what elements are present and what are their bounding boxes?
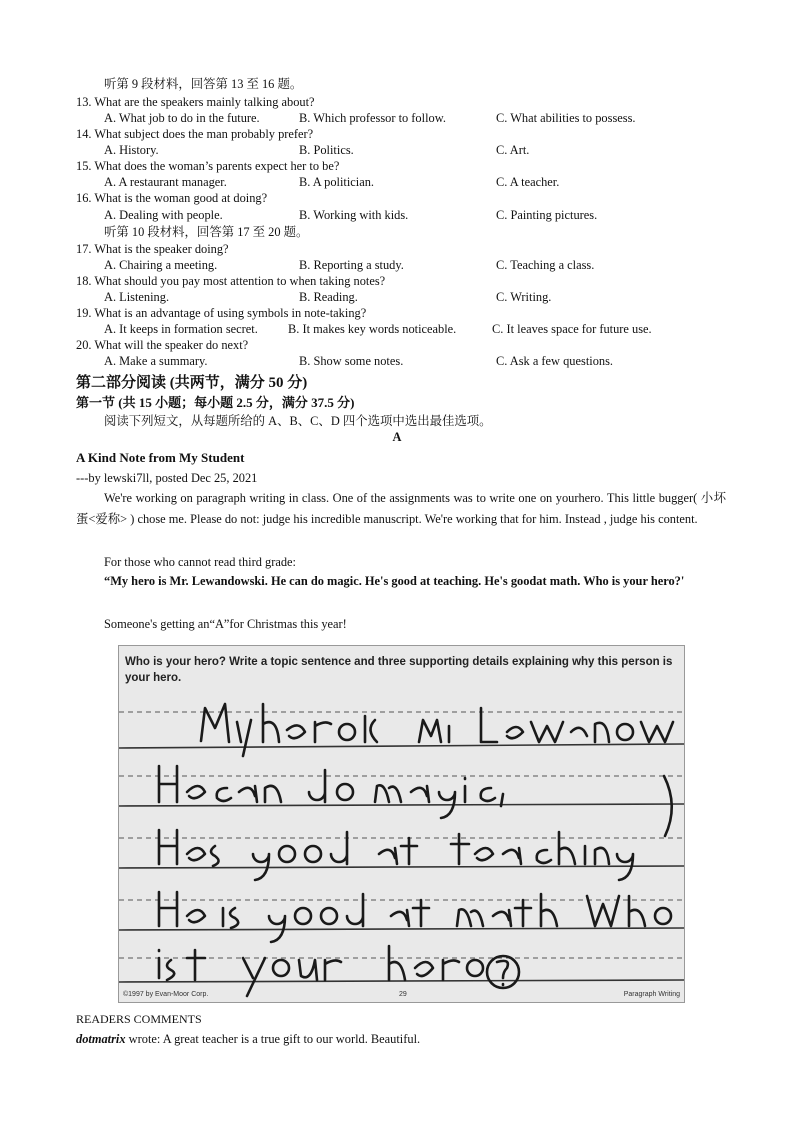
- question-14: 14. What subject does the man probably prefer?: [76, 127, 314, 141]
- option-17b: B. Reporting a study.: [299, 258, 404, 272]
- paragraph-2: For those who cannot read third grade:: [104, 555, 297, 569]
- paragraph-3: Someone's getting an“A”for Christmas this year!: [104, 617, 347, 631]
- option-19a: A. It keeps in formation secret.: [104, 322, 258, 336]
- option-16a: A. Dealing with people.: [104, 208, 223, 222]
- handwriting-lines: [119, 646, 684, 1002]
- worksheet-page-number: 29: [399, 991, 407, 998]
- instruction-sec9: 听第 9 段材料，回答第 13 至 16 题。: [104, 77, 303, 91]
- option-18a: A. Listening.: [104, 290, 170, 304]
- option-14b: B. Politics.: [299, 143, 354, 157]
- option-16b: B. Working with kids.: [299, 208, 409, 222]
- worksheet-prompt: Who is your hero? Write a topic sentence and three supporting details explaining why this person is your hero.: [125, 656, 673, 684]
- byline: ---by lewski7ll, posted Dec 25, 2021: [76, 471, 258, 485]
- option-18b: B. Reading.: [299, 290, 358, 304]
- comments-label: READERS COMMENTS: [76, 1012, 202, 1026]
- option-20b: B. Show some notes.: [299, 354, 404, 368]
- question-18: 18. What should you pay most attention to when taking notes?: [76, 274, 386, 288]
- question-16: 16. What is the woman good at doing?: [76, 191, 268, 205]
- paragraph-1: We're working on paragraph writing in class. One of the assignments was to write one on yourhero. This little bugger( 小坏蛋<爱称> ) chose me. Please do not: judge his incredible manuscript. We're working that for him. Instead , judge his content.: [76, 491, 726, 526]
- commenter-name: dotmatrix: [76, 1032, 126, 1046]
- option-14a: A. History.: [104, 143, 159, 157]
- worksheet-image: [118, 645, 685, 1003]
- question-13: 13. What are the speakers mainly talking about?: [76, 95, 315, 109]
- instruction-sec10: 听第 10 段材料，回答第 17 至 20 题。: [104, 225, 309, 239]
- option-19b: B. It makes key words noticeable.: [288, 322, 457, 336]
- part-title: 第二部分阅读 (共两节，满分 50 分): [76, 375, 308, 391]
- passage-label: A: [392, 430, 402, 444]
- option-20a: A. Make a summary.: [104, 354, 208, 368]
- option-17c: C. Teaching a class.: [496, 258, 595, 272]
- article-title: A Kind Note from My Student: [76, 450, 245, 465]
- option-15b: B. A politician.: [299, 175, 375, 189]
- question-20: 20. What will the speaker do next?: [76, 338, 249, 352]
- option-13c: C. What abilities to possess.: [496, 111, 636, 125]
- option-13b: B. Which professor to follow.: [299, 111, 446, 125]
- question-19: 19. What is an advantage of using symbols in note-taking?: [76, 306, 367, 320]
- option-17a: A. Chairing a meeting.: [104, 258, 218, 272]
- question-17: 17. What is the speaker doing?: [76, 242, 229, 256]
- option-19c: C. It leaves space for future use.: [492, 322, 652, 336]
- worksheet-copyright: ©1997 by Evan-Moor Corp.: [123, 991, 209, 998]
- option-18c: C. Writing.: [496, 290, 552, 304]
- section-title: 第一节 (共 15 小题；每小题 2.5 分，满分 37.5 分): [76, 395, 355, 410]
- option-20c: C. Ask a few questions.: [496, 354, 614, 368]
- question-15: 15. What does the woman’s parents expect her to be?: [76, 159, 340, 173]
- option-14c: C. Art.: [496, 143, 530, 157]
- option-15a: A. A restaurant manager.: [104, 175, 227, 189]
- option-16c: C. Painting pictures.: [496, 208, 598, 222]
- comment: [76, 1031, 420, 1047]
- option-13a: A. What job to do in the future.: [104, 111, 260, 125]
- comment-text: wrote: A great teacher is a true gift to our world. Beautiful.: [125, 1032, 421, 1046]
- worksheet-brand: Paragraph Writing: [623, 991, 680, 998]
- option-15c: C. A teacher.: [496, 175, 560, 189]
- reading-instruction: 阅读下列短文，从每题所给的 A、B、C、D 四个选项中选出最佳选项。: [104, 414, 492, 428]
- hero-quote: “My hero is Mr. Lewandowski. He can do magic. He's good at teaching. He's goodat math. Who is your hero?': [104, 574, 685, 588]
